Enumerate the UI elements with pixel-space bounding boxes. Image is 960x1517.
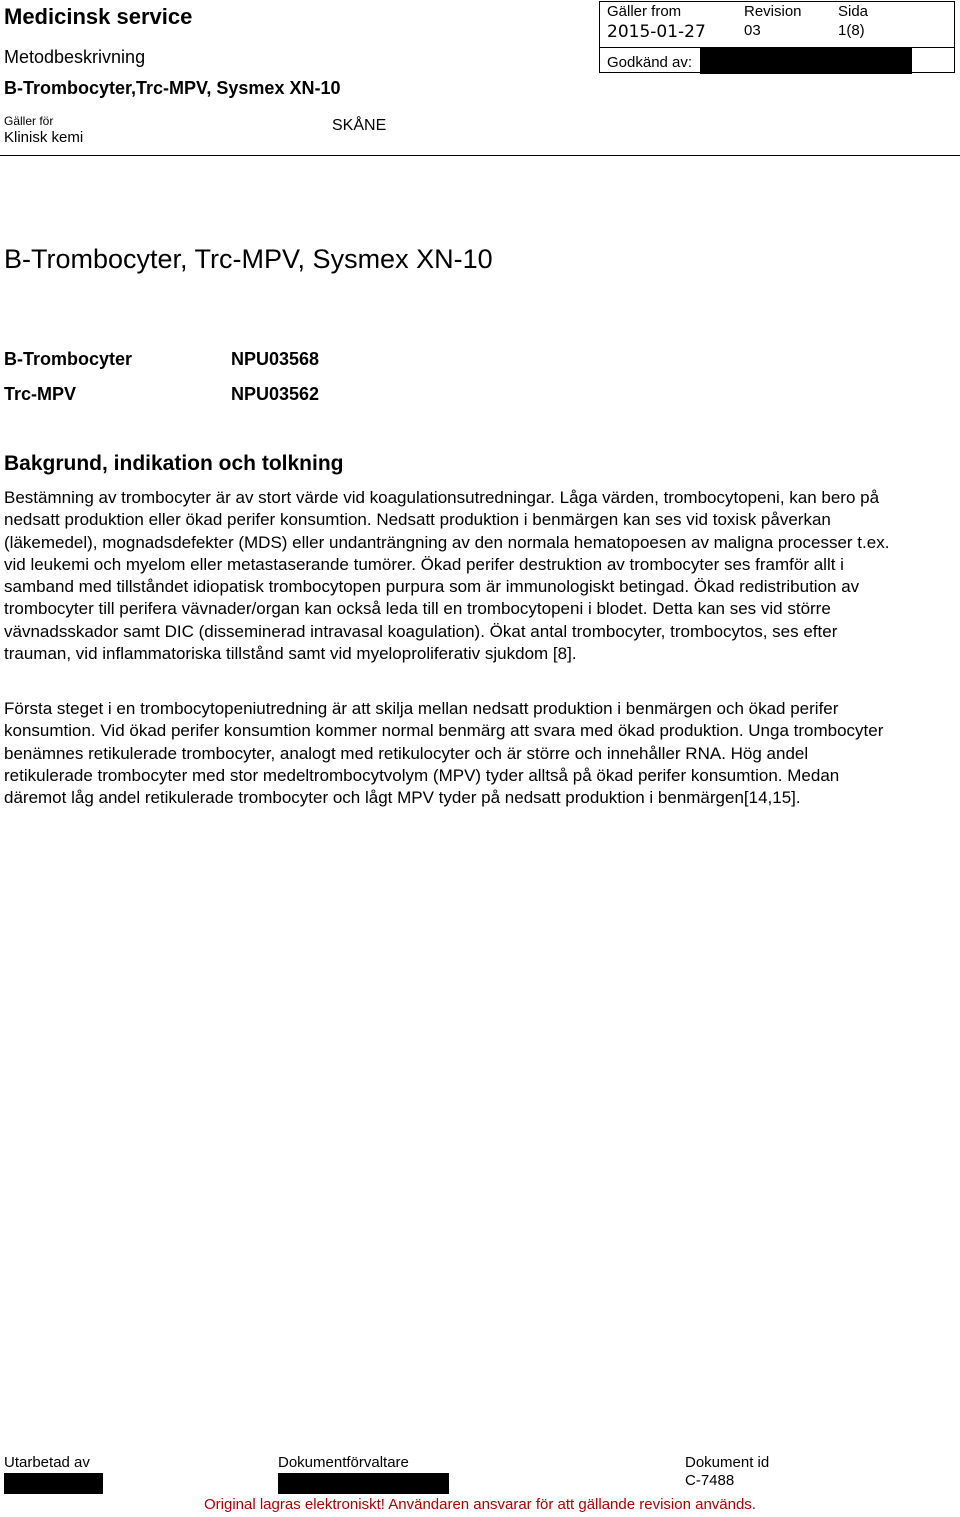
document-type: Metodbeskrivning bbox=[4, 47, 146, 67]
prepared-by-label: Utarbetad av bbox=[4, 1454, 90, 1471]
document-owner-label: Dokumentförvaltare bbox=[278, 1454, 409, 1471]
valid-from-value: 2015-01-27 bbox=[607, 22, 706, 42]
page-title: B-Trombocyter, Trc-MPV, Sysmex XN-10 bbox=[4, 244, 493, 274]
section-heading: Bakgrund, indikation och tolkning bbox=[4, 452, 344, 475]
document-title: B-Trombocyter,Trc-MPV, Sysmex XN-10 bbox=[4, 78, 341, 98]
paragraph-background: Bestämning av trombocyter är av stort värde vid koagulationsutredningar. Låga värden, trombocytopeni, kan bero på nedsatt produktion eller ökad perifer konsumtion. Nedsatt produktion i benmärgen kan ses vid toxisk påverkan (läkemedel), mognadsdefekter (MDS) eller undanträngning av den normala hematopoesen av maligna processer t.ex. vid leukemi och myelom eller metastaserande tumörer. Ökad perifer destruktion av trombocyter ses framför allt i samband med tillståndet idiopatisk trombocytopen purpura som är immunologiskt betingad. Ökad redistribution av trombocyter till perifera vävnader/organ kan också leda till en trombocytopeni i blodet. Detta kan ses vid större vävnadsskador samt DIC (disseminerad intravasal koagulation). Ökat antal trombocyter, trombocytos, ses efter trauman, vid inflammatoriska tillstånd samt vid myeloproliferativ sjukdom [8]. bbox=[4, 488, 890, 664]
footer-note: Original lagras elektroniskt! Användaren ansvarar för att gällande revision används. bbox=[204, 1496, 756, 1513]
applies-to-label: Gäller för bbox=[4, 114, 54, 128]
prepared-by-redaction bbox=[4, 1473, 103, 1494]
revision-label: Revision bbox=[744, 3, 802, 20]
approved-by-label: Godkänd av: bbox=[607, 54, 693, 71]
valid-from-label: Gäller from bbox=[607, 3, 682, 20]
revision-value: 03 bbox=[744, 22, 761, 39]
code-value-trombocyter: NPU03568 bbox=[231, 349, 320, 369]
paragraph-investigation: Första steget i en trombocytopeniutredning är att skilja mellan nedsatt produktion i benmärgen och ökad perifer konsumtion. Vid ökad perifer konsumtion kommer normal benmärg att svara med ökad produktion. Unga trombocyter benämnes retikulerade trombocyter, analogt med retikulocyter och är större och innehåller RNA. Hög andel retikulerade trombocyter med stor medeltrombocytvolym (MPV) tyder alltså på ökad perifer konsumtion. Medan däremot låg andel retikulerade trombocyter och lågt MPV tyder på nedsatt produktion i benmärgen[14,15]. bbox=[4, 699, 884, 808]
document-id-value: C-7488 bbox=[685, 1472, 735, 1489]
organization-name: Medicinsk service bbox=[4, 4, 193, 29]
code-name-trc-mpv: Trc-MPV bbox=[4, 384, 77, 404]
header-divider bbox=[0, 155, 960, 156]
document-owner-redaction bbox=[278, 1473, 449, 1494]
applies-to-value: Klinisk kemi bbox=[4, 129, 84, 146]
page-value: 1(8) bbox=[838, 22, 865, 39]
document-id-label: Dokument id bbox=[685, 1454, 770, 1471]
code-value-trc-mpv: NPU03562 bbox=[231, 384, 320, 404]
code-name-trombocyter: B-Trombocyter bbox=[4, 349, 133, 369]
approved-by-redaction bbox=[700, 48, 912, 74]
page-label: Sida bbox=[838, 3, 869, 20]
region-label: SKÅNE bbox=[332, 117, 387, 134]
